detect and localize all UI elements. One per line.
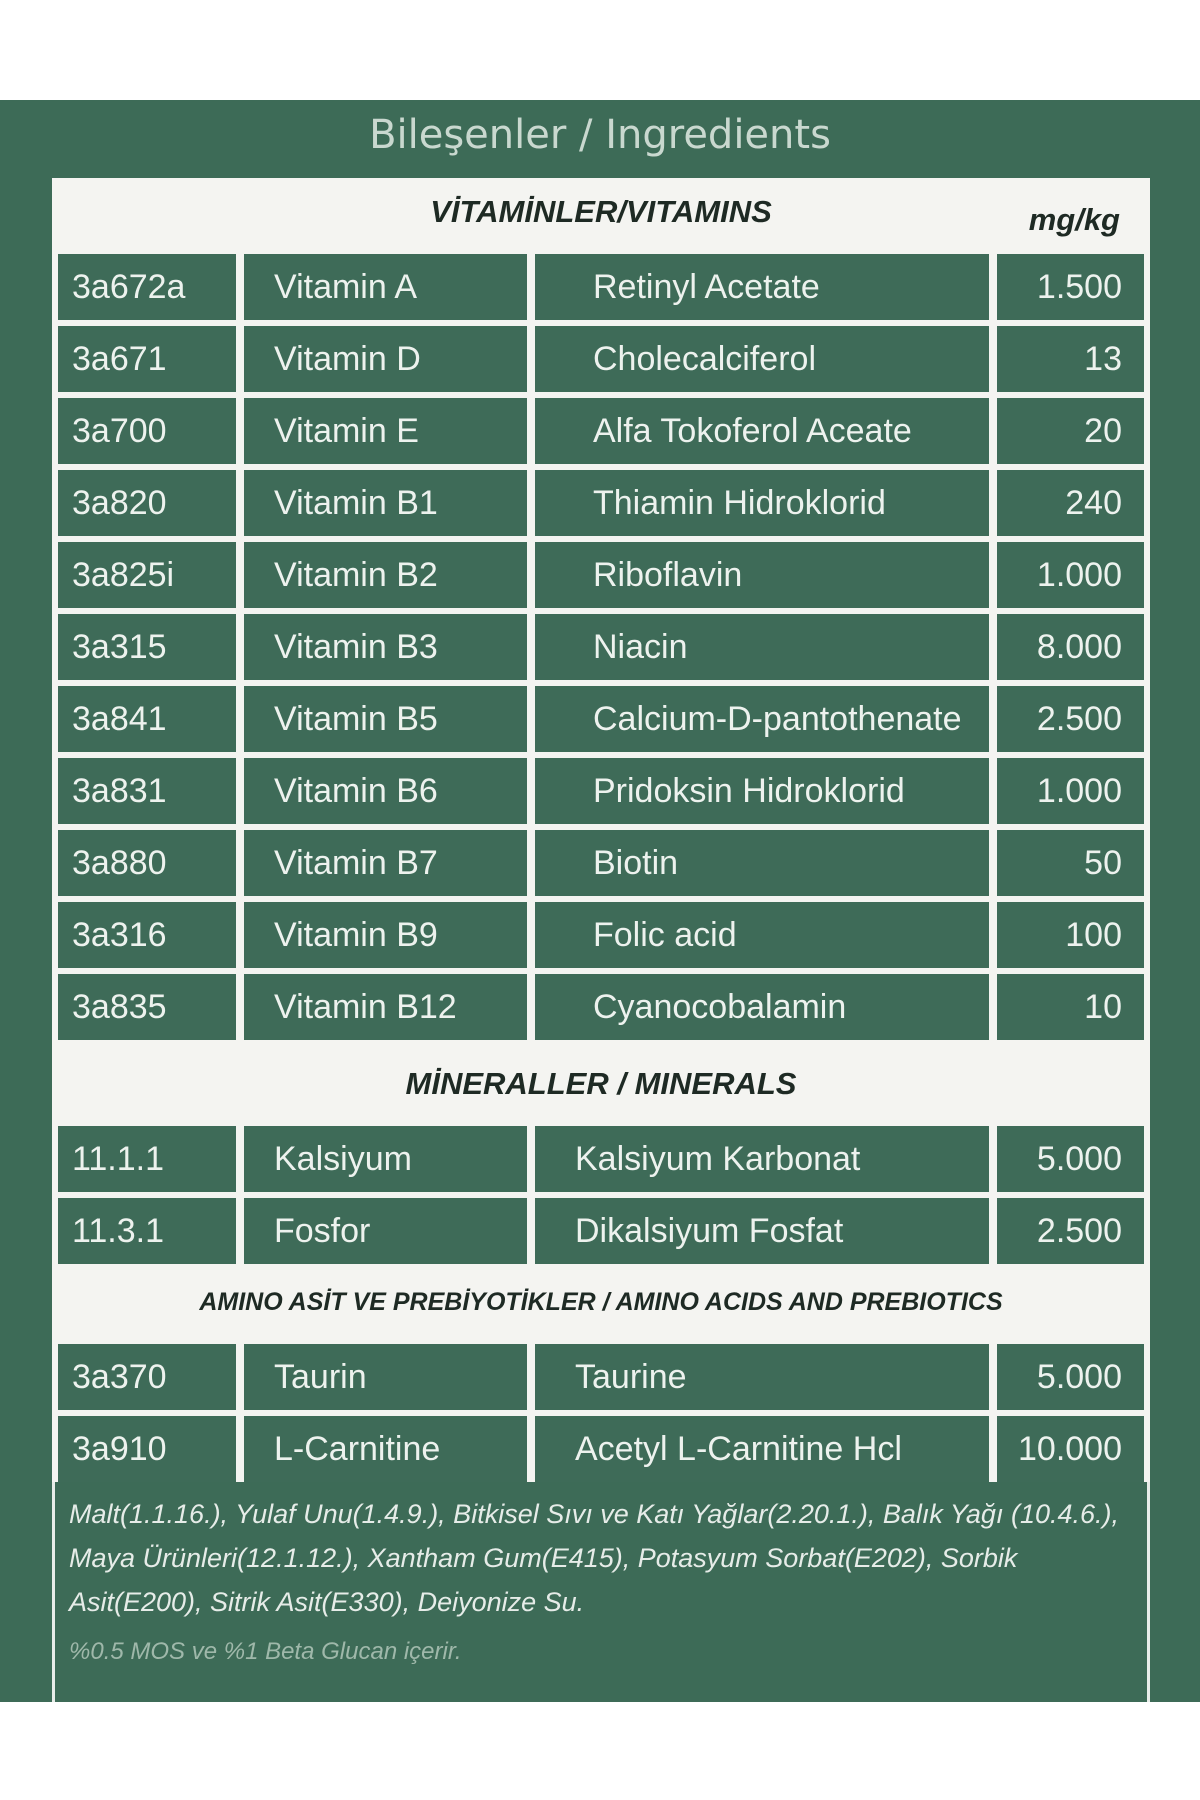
table-row	[58, 254, 1144, 320]
code-cell: 3a910	[58, 1416, 236, 1482]
compound-cell: Riboflavin	[535, 542, 989, 608]
name-cell: Taurin	[244, 1344, 527, 1410]
code-cell: 3a672a	[58, 254, 236, 320]
amount-cell: 2.500	[997, 686, 1144, 752]
compound-cell: Niacin	[535, 614, 989, 680]
compound-cell: Taurine	[535, 1344, 989, 1410]
minerals-table	[52, 1120, 1150, 1264]
amount-cell: 2.500	[997, 1198, 1144, 1264]
amount-cell: 1.500	[997, 254, 1144, 320]
code-cell: 3a370	[58, 1344, 236, 1410]
compound-cell: Pridoksin Hidroklorid	[535, 758, 989, 824]
amount-cell: 240	[997, 470, 1144, 536]
table-row	[58, 398, 1144, 464]
compound-cell: Cholecalciferol	[535, 326, 989, 392]
name-cell: Vitamin B12	[244, 974, 527, 1040]
name-cell: Vitamin B1	[244, 470, 527, 536]
name-cell: Vitamin A	[244, 254, 527, 320]
name-cell: Vitamin B2	[244, 542, 527, 608]
unit-label: mg/kg	[1028, 202, 1120, 237]
table-row	[58, 830, 1144, 896]
table-row	[58, 326, 1144, 392]
compound-cell: Calcium-D-pantothenate	[535, 686, 989, 752]
amount-cell: 8.000	[997, 614, 1144, 680]
name-cell: Vitamin B5	[244, 686, 527, 752]
compound-cell: Acetyl L-Carnitine Hcl	[535, 1416, 989, 1482]
vitamins-table	[52, 248, 1150, 1046]
compound-cell: Kalsiyum Karbonat	[535, 1126, 989, 1192]
vitamins-title: VİTAMİNLER/VITAMINS	[430, 194, 772, 229]
table-row	[58, 1126, 1144, 1192]
code-cell: 3a825i	[58, 542, 236, 608]
compound-cell: Retinyl Acetate	[535, 254, 989, 320]
compound-cell: Cyanocobalamin	[535, 974, 989, 1040]
compound-cell: Alfa Tokoferol Aceate	[535, 398, 989, 464]
table-row	[58, 1198, 1144, 1264]
name-cell: Kalsiyum	[244, 1126, 527, 1192]
minerals-section-header	[52, 1046, 1150, 1120]
table-row	[58, 1344, 1144, 1410]
name-cell: Vitamin B6	[244, 758, 527, 824]
amount-cell: 1.000	[997, 542, 1144, 608]
note-text: Malt(1.1.16.), Yulaf Unu(1.4.9.), Bitkisel Sıvı ve Katı Yağlar(2.20.1.), Balık Yağı (10.4.6.), Maya Ürünleri(12.1.12.), Xantham Gum(E415), Potasyum Sorbat(E202), Sorbik Asit(E200), Sitrik Asit(E330), Deiyonize Su.	[69, 1499, 1120, 1617]
amount-cell: 1.000	[997, 758, 1144, 824]
code-cell: 3a315	[58, 614, 236, 680]
code-cell: 11.1.1	[58, 1126, 236, 1192]
amino-table	[52, 1338, 1150, 1482]
code-cell: 3a700	[58, 398, 236, 464]
name-cell: Vitamin B3	[244, 614, 527, 680]
table-row	[58, 542, 1144, 608]
code-cell: 3a671	[58, 326, 236, 392]
amount-cell: 5.000	[997, 1126, 1144, 1192]
code-cell: 3a831	[58, 758, 236, 824]
minerals-title: MİNERALLER / MINERALS	[405, 1066, 797, 1101]
amount-cell: 10.000	[997, 1416, 1144, 1482]
page-title: Bileşenler / Ingredients	[369, 112, 831, 158]
code-cell: 3a880	[58, 830, 236, 896]
name-cell: Vitamin D	[244, 326, 527, 392]
code-cell: 3a841	[58, 686, 236, 752]
compound-cell: Thiamin Hidroklorid	[535, 470, 989, 536]
table-row	[58, 758, 1144, 824]
table-row	[58, 1416, 1144, 1482]
table-row	[58, 470, 1144, 536]
table-row	[58, 614, 1144, 680]
name-cell: Vitamin B9	[244, 902, 527, 968]
amount-cell: 20	[997, 398, 1144, 464]
compound-cell: Folic acid	[535, 902, 989, 968]
amino-section-header	[52, 1264, 1150, 1338]
amount-cell: 100	[997, 902, 1144, 968]
name-cell: Vitamin E	[244, 398, 527, 464]
code-cell: 3a835	[58, 974, 236, 1040]
amount-cell: 50	[997, 830, 1144, 896]
compound-cell: Biotin	[535, 830, 989, 896]
table-row	[58, 686, 1144, 752]
vitamins-section-header	[52, 178, 1150, 248]
note-subtext: %0.5 MOS ve %1 Beta Glucan içerir.	[69, 1638, 462, 1665]
name-cell: Fosfor	[244, 1198, 527, 1264]
table-row	[58, 974, 1144, 1040]
table-row	[58, 902, 1144, 968]
name-cell: L-Carnitine	[244, 1416, 527, 1482]
code-cell: 11.3.1	[58, 1198, 236, 1264]
amino-title: AMINO ASİT VE PREBİYOTİKLER / AMINO ACIDS AND PREBIOTICS	[199, 1288, 1003, 1316]
code-cell: 3a820	[58, 470, 236, 536]
ingredients-note	[52, 1482, 1150, 1702]
compound-cell: Dikalsiyum Fosfat	[535, 1198, 989, 1264]
amount-cell: 13	[997, 326, 1144, 392]
name-cell: Vitamin B7	[244, 830, 527, 896]
amount-cell: 10	[997, 974, 1144, 1040]
amount-cell: 5.000	[997, 1344, 1144, 1410]
code-cell: 3a316	[58, 902, 236, 968]
